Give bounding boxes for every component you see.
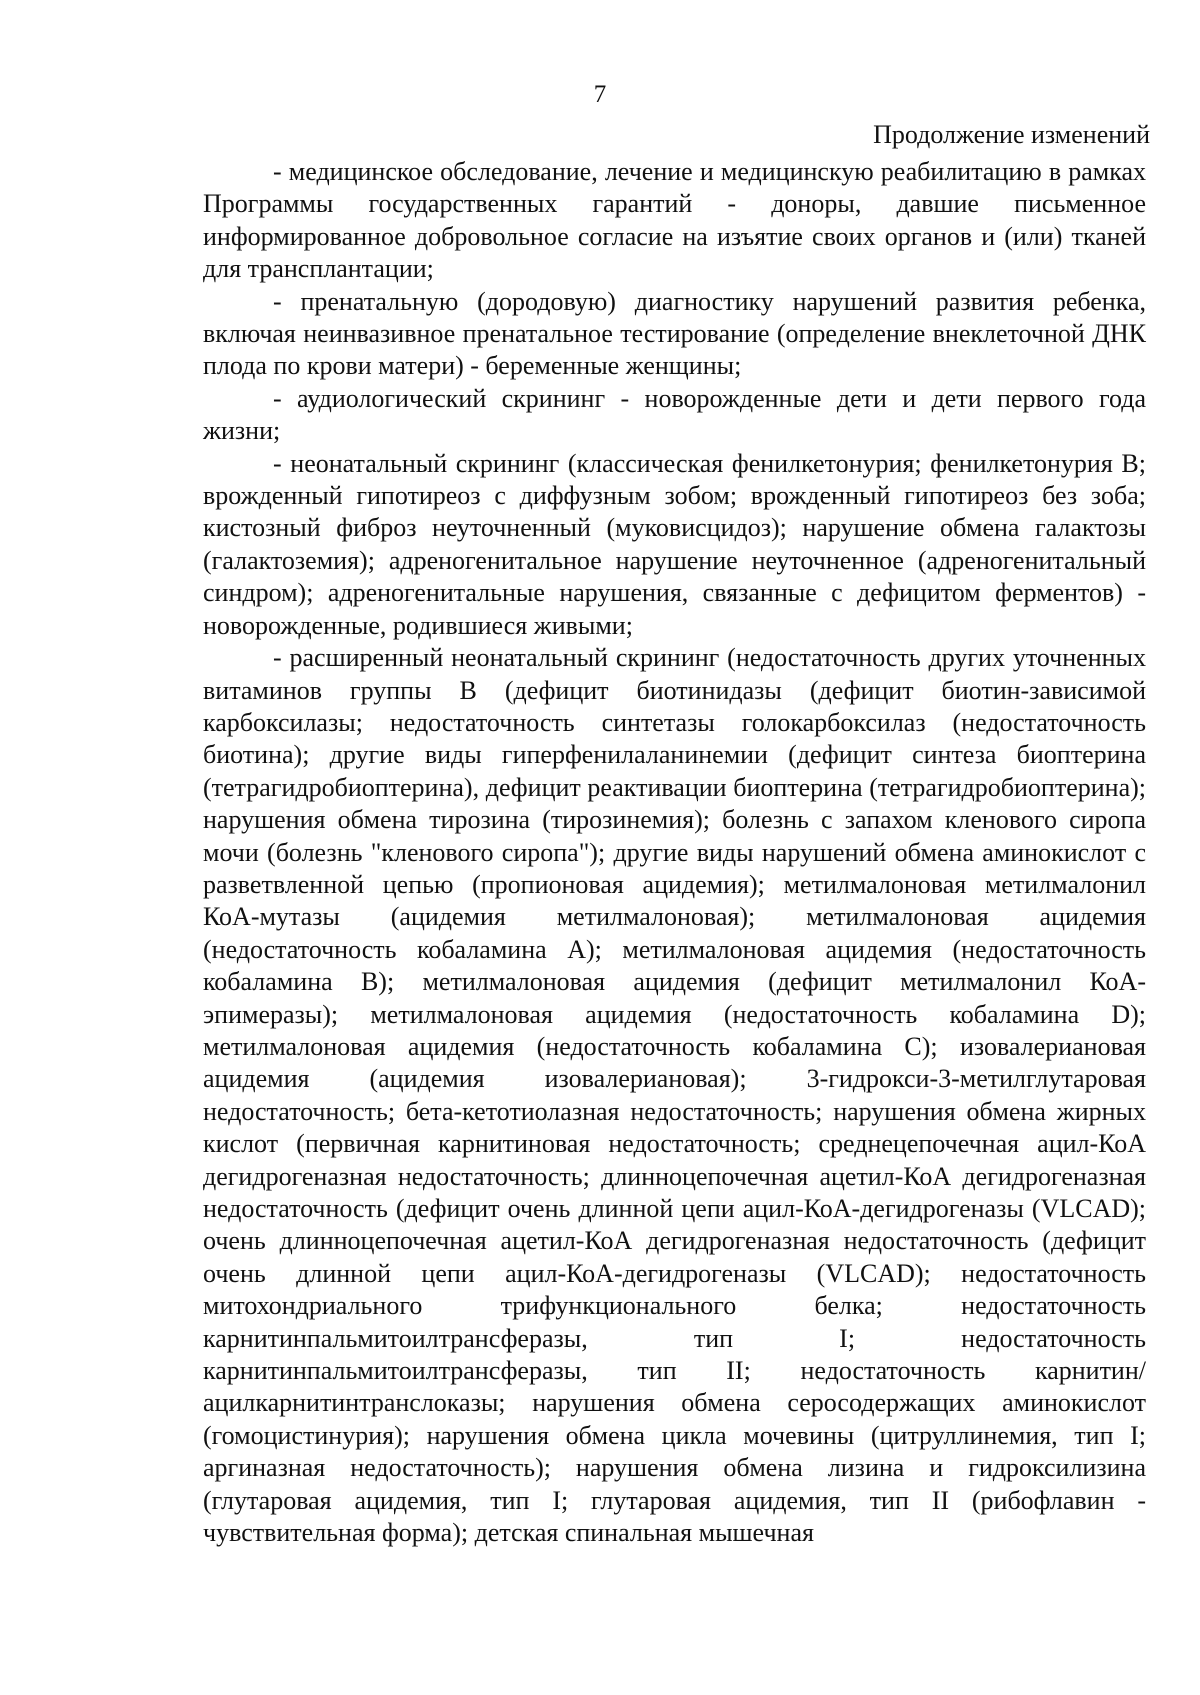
paragraph-medical-exam: - медицинское обследование, лечение и медицинскую реабилитацию в рамках Программы государственных гарантий - доноры, давшие письменное информированное добровольное согласие на изъятие своих органов и (или) тканей для трансплантации; <box>203 157 1146 284</box>
paragraph-extended-neonatal-screening: - расширенный неонатальный скрининг (недостаточность других уточненных витаминов группы B (дефицит биотинидазы (дефицит биотин-зависимой карбоксилазы; недостаточность синтетазы голокарбоксилаз (недостаточность биотина); другие виды гиперфенилаланинемии (дефицит синтеза биоптерина (тетрагидробиоптерина), дефицит реактивации биоптерина (тетрагидробиоптерина); нарушения обмена тирозина (тирозинемия); болезнь с запахом кленового сиропа мочи (болезнь "кленового сиропа"); другие виды нарушений обмена аминокислот с разветвленной цепью (пропионовая ацидемия); метилмалоновая метилмалонил КоА-мутазы (ацидемия метилмалоновая); метилмалоновая ацидемия (недостаточность кобаламина A); метилмалоновая ацидемия (недостаточность кобаламина B); метилмалоновая ацидемия (дефицит метилмалонил КоА-эпимеразы); метилмалоновая ацидемия (недостаточность кобаламина D); метилмалоновая ацидемия (недостаточность кобаламина C); изовалериановая ацидемия (ацидемия изовалериановая); 3-гидрокси-3-метилглутаровая недостаточность; бета-кетотиолазная недостаточность; нарушения обмена жирных кислот (первичная карнитиновая недостаточность; среднецепочечная ацил-КоА дегидрогеназная недостаточность; длинноцепочечная ацетил-КоА дегидрогеназная недостаточность (дефицит очень длинной цепи ацил-КоА-дегидрогеназы (VLCAD); очень длинноцепочечная ацетил-КоА дегидрогеназная недостаточность (дефицит очень длинной цепи ацил-КоА-дегидрогеназы (VLCAD); недостаточность митохондриального трифункционального белка; недостаточность карнитинпальмитоилтрансферазы, тип I; недостаточность карнитинпальмитоилтрансферазы, тип II; недостаточность карнитин/ацилкарнитинтранслоказы; нарушения обмена серосодержащих аминокислот (гомоцистинурия); нарушения обмена цикла мочевины (цитруллинемия, тип I; аргиназная недостаточность); нарушения обмена лизина и гидроксилизина (глутаровая ацидемия, тип I; глутаровая ацидемия, тип II (рибофлавин - чувствительная форма); детская спинальная мышечная <box>203 643 1146 1548</box>
paragraph-audiological-screening: - аудиологический скрининг - новорожденные дети и дети первого года жизни; <box>203 383 1146 446</box>
page-number: 7 <box>593 81 607 108</box>
continuation-header: Продолжение изменений <box>873 120 1150 149</box>
paragraph-prenatal-diagnostics: - пренатальную (дородовую) диагностику нарушений развития ребенка, включая неинвазивное пренатальное тестирование (определение внеклеточной ДНК плода по крови матери) - беременные женщины; <box>203 286 1146 381</box>
body-text <box>203 156 1146 1549</box>
paragraph-neonatal-screening: - неонатальный скрининг (классическая фенилкетонурия; фенилкетонурия B; врожденный гипотиреоз с диффузным зобом; врожденный гипотиреоз без зоба; кистозный фиброз неуточненный (муковисцидоз); нарушение обмена галактозы (галактоземия); адреногенитальное нарушение неуточненное (адреногенитальный синдром); адреногенитальные нарушения, связанные с дефицитом ферментов) - новорожденные, родившиеся живыми; <box>203 448 1146 640</box>
